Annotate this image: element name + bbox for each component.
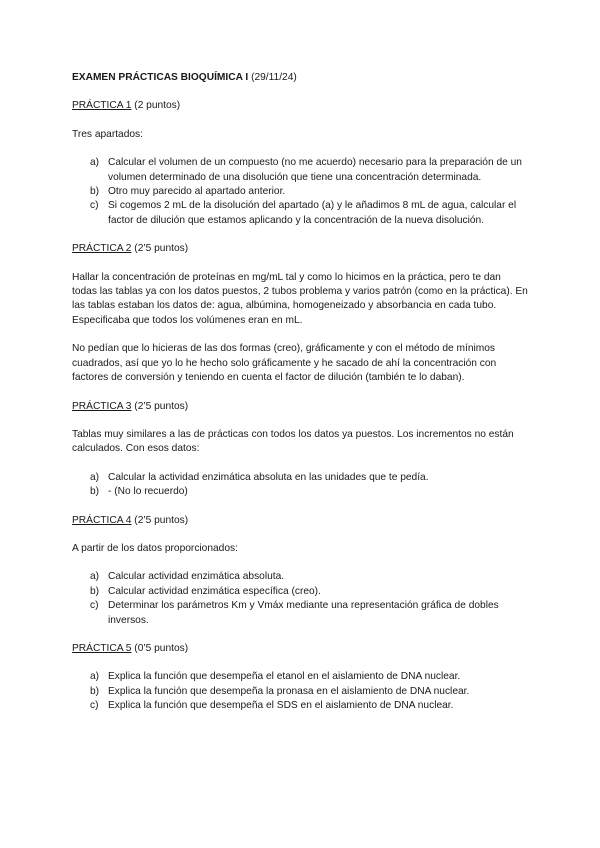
list-item [72,699,528,713]
list-item [72,471,528,485]
list-item [72,599,528,628]
section-name: PRÁCTICA 2 [72,243,132,255]
item-text: Explica la función que desempeña la pronasa en el aislamiento de DNA nuclear. [108,685,470,697]
section-points: (2’5 puntos) [134,243,189,255]
item-text: Determinar los parámetros Km y Vmáx mediante una representación gráfica de dobles inversos. [108,600,499,626]
item-marker: b) [90,186,100,198]
paragraph: No pedían que lo hicieras de las dos formas (creo), gráficamente y con el método de mínimos cuadrados, así que yo lo he hecho solo gráficamente y he sacado de ahí la concentración con factores de conversión y teniendo en cuenta el factor de dilución (también te lo daban). [72,343,497,384]
list-item [72,156,528,185]
item-marker: a) [90,471,100,483]
item-marker: b) [90,486,100,498]
list-item [72,685,528,699]
title-text: EXAMEN PRÁCTICAS BIOQUÍMICA I [72,72,249,83]
item-text: Explica la función que desempeña el SDS en el aislamiento de DNA nuclear. [108,700,454,712]
section-name: PRÁCTICA 5 [72,642,132,654]
section-points: (2’5 puntos) [134,400,189,412]
list-item [72,670,528,684]
section-heading-p4 [72,514,528,528]
list-item [72,485,528,499]
exam-date: (29/11/24) [251,72,297,83]
section-heading-p1 [72,99,528,113]
item-text: Calcular el volumen de un compuesto (no me acuerdo) necesario para la preparación de un volumen determinado de una disolución que tiene una concentración determinada. [108,157,522,183]
section-intro: Tres apartados: [72,128,143,140]
list-item [72,199,528,228]
question-list-p4 [72,570,528,628]
item-text: - (No lo recuerdo) [108,486,188,498]
section-name: PRÁCTICA 3 [72,400,132,412]
paragraph: Hallar la concentración de proteínas en mg/mL tal y como lo hicimos en la práctica, pero te dan todas las tablas ya con los datos puestos, 2 tubos problema y varios patrón (como en la práctica). En las tablas estaban los datos de: agua, albúmina, homogeneizado y absorbancia en cada tubo. Especificaba que todos los volúmenes eran en mL. [72,271,528,326]
section-heading-p5 [72,642,528,656]
item-marker: a) [90,571,100,583]
item-text: Calcular la actividad enzimática absoluta en las unidades que te pedía. [108,471,429,483]
item-text: Calcular actividad enzimática absoluta. [108,571,285,583]
item-marker: a) [90,671,100,683]
document-body [72,71,528,728]
item-marker: c) [90,600,99,612]
list-item [72,185,528,199]
section-points: (2 puntos) [134,100,181,112]
section-heading-p2 [72,242,528,256]
item-text: Otro muy parecido al apartado anterior. [108,186,286,198]
exam-title [72,71,528,85]
section-intro: Tablas muy similares a las de prácticas con todos los datos ya puestos. Los incrementos no están calculados. Con esos datos: [72,428,514,455]
section-name: PRÁCTICA 1 [72,100,132,112]
question-list-p3 [72,471,528,500]
question-list-p1 [72,156,528,228]
item-marker: b) [90,685,100,697]
item-marker: c) [90,200,99,212]
section-intro: A partir de los datos proporcionados: [72,542,238,554]
item-text: Si cogemos 2 mL de la disolución del apartado (a) y le añadimos 8 mL de agua, calcular el factor de dilución que estamos aplicando y la concentración de la nueva disolución. [108,200,517,226]
item-marker: b) [90,585,100,597]
section-name: PRÁCTICA 4 [72,514,132,526]
item-marker: a) [90,157,100,169]
section-points: (0’5 puntos) [134,642,189,654]
list-item [72,585,528,599]
item-text: Explica la función que desempeña el etanol en el aislamiento de DNA nuclear. [108,671,461,683]
item-text: Calcular actividad enzimática específica (creo). [108,585,321,597]
item-marker: c) [90,700,99,712]
list-item [72,570,528,584]
question-list-p5 [72,670,528,713]
section-heading-p3 [72,400,528,414]
section-points: (2’5 puntos) [134,514,189,526]
